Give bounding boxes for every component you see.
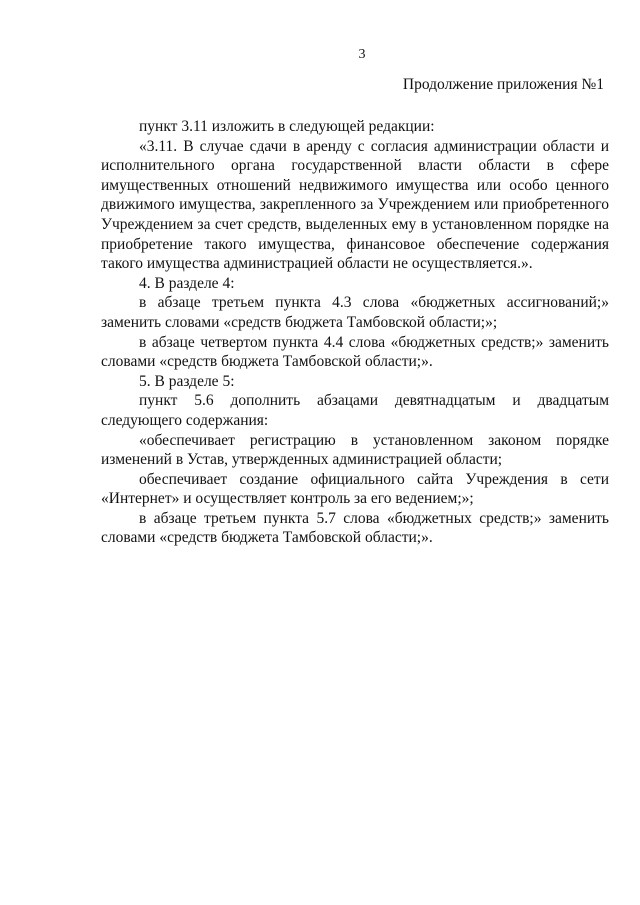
paragraph-website: обеспечивает создание официального сайта Учреждения в сети «Интернет» и осуществляет контроль за его ведением;»; <box>101 470 609 508</box>
paragraph-4-4: в абзаце четвертом пункта 4.4 слова «бюджетных средств;» заменить словами «средств бюджета Тамбовской области;». <box>101 333 609 371</box>
document-body <box>101 117 609 548</box>
paragraph-4-3: в абзаце третьем пункта 4.3 слова «бюджетных ассигнований;» заменить словами «средств бюджета Тамбовской области;»; <box>101 294 609 331</box>
paragraph-section-4: 4. В разделе 4: <box>139 274 235 292</box>
paragraph-5-7: в абзаце третьем пункта 5.7 слова «бюджетных средств;» заменить словами «средств бюджета Тамбовской области;». <box>101 509 609 547</box>
appendix-title: Продолжение приложения №1 <box>402 76 604 93</box>
paragraph-registration: «обеспечивает регистрацию в установленном законом порядке изменений в Устав, утвержденных администрацией области; <box>101 431 609 469</box>
paragraph-5-6: пункт 5.6 дополнить абзацами девятнадцатым и двадцатым следующего содержания: <box>101 392 609 429</box>
page-number: 3 <box>358 47 366 62</box>
paragraph-section-5: 5. В разделе 5: <box>139 372 235 390</box>
paragraph-3-11-text: «3.11. В случае сдачи в аренду с согласия администрации области и исполнительного органа государственной власти области в сфере имущественных отношений недвижимого имущества или особо ценного движимого имущества, закрепленного за Учреждением или приобретенного Учреждением за счет средств, выделенных ему в установленном порядке на приобретение такого имущества, финансовое обеспечение содержания такого имущества администрацией области не осуществляется.». <box>101 137 609 273</box>
paragraph-intro-3-11: пункт 3.11 изложить в следующей редакции: <box>139 118 435 135</box>
